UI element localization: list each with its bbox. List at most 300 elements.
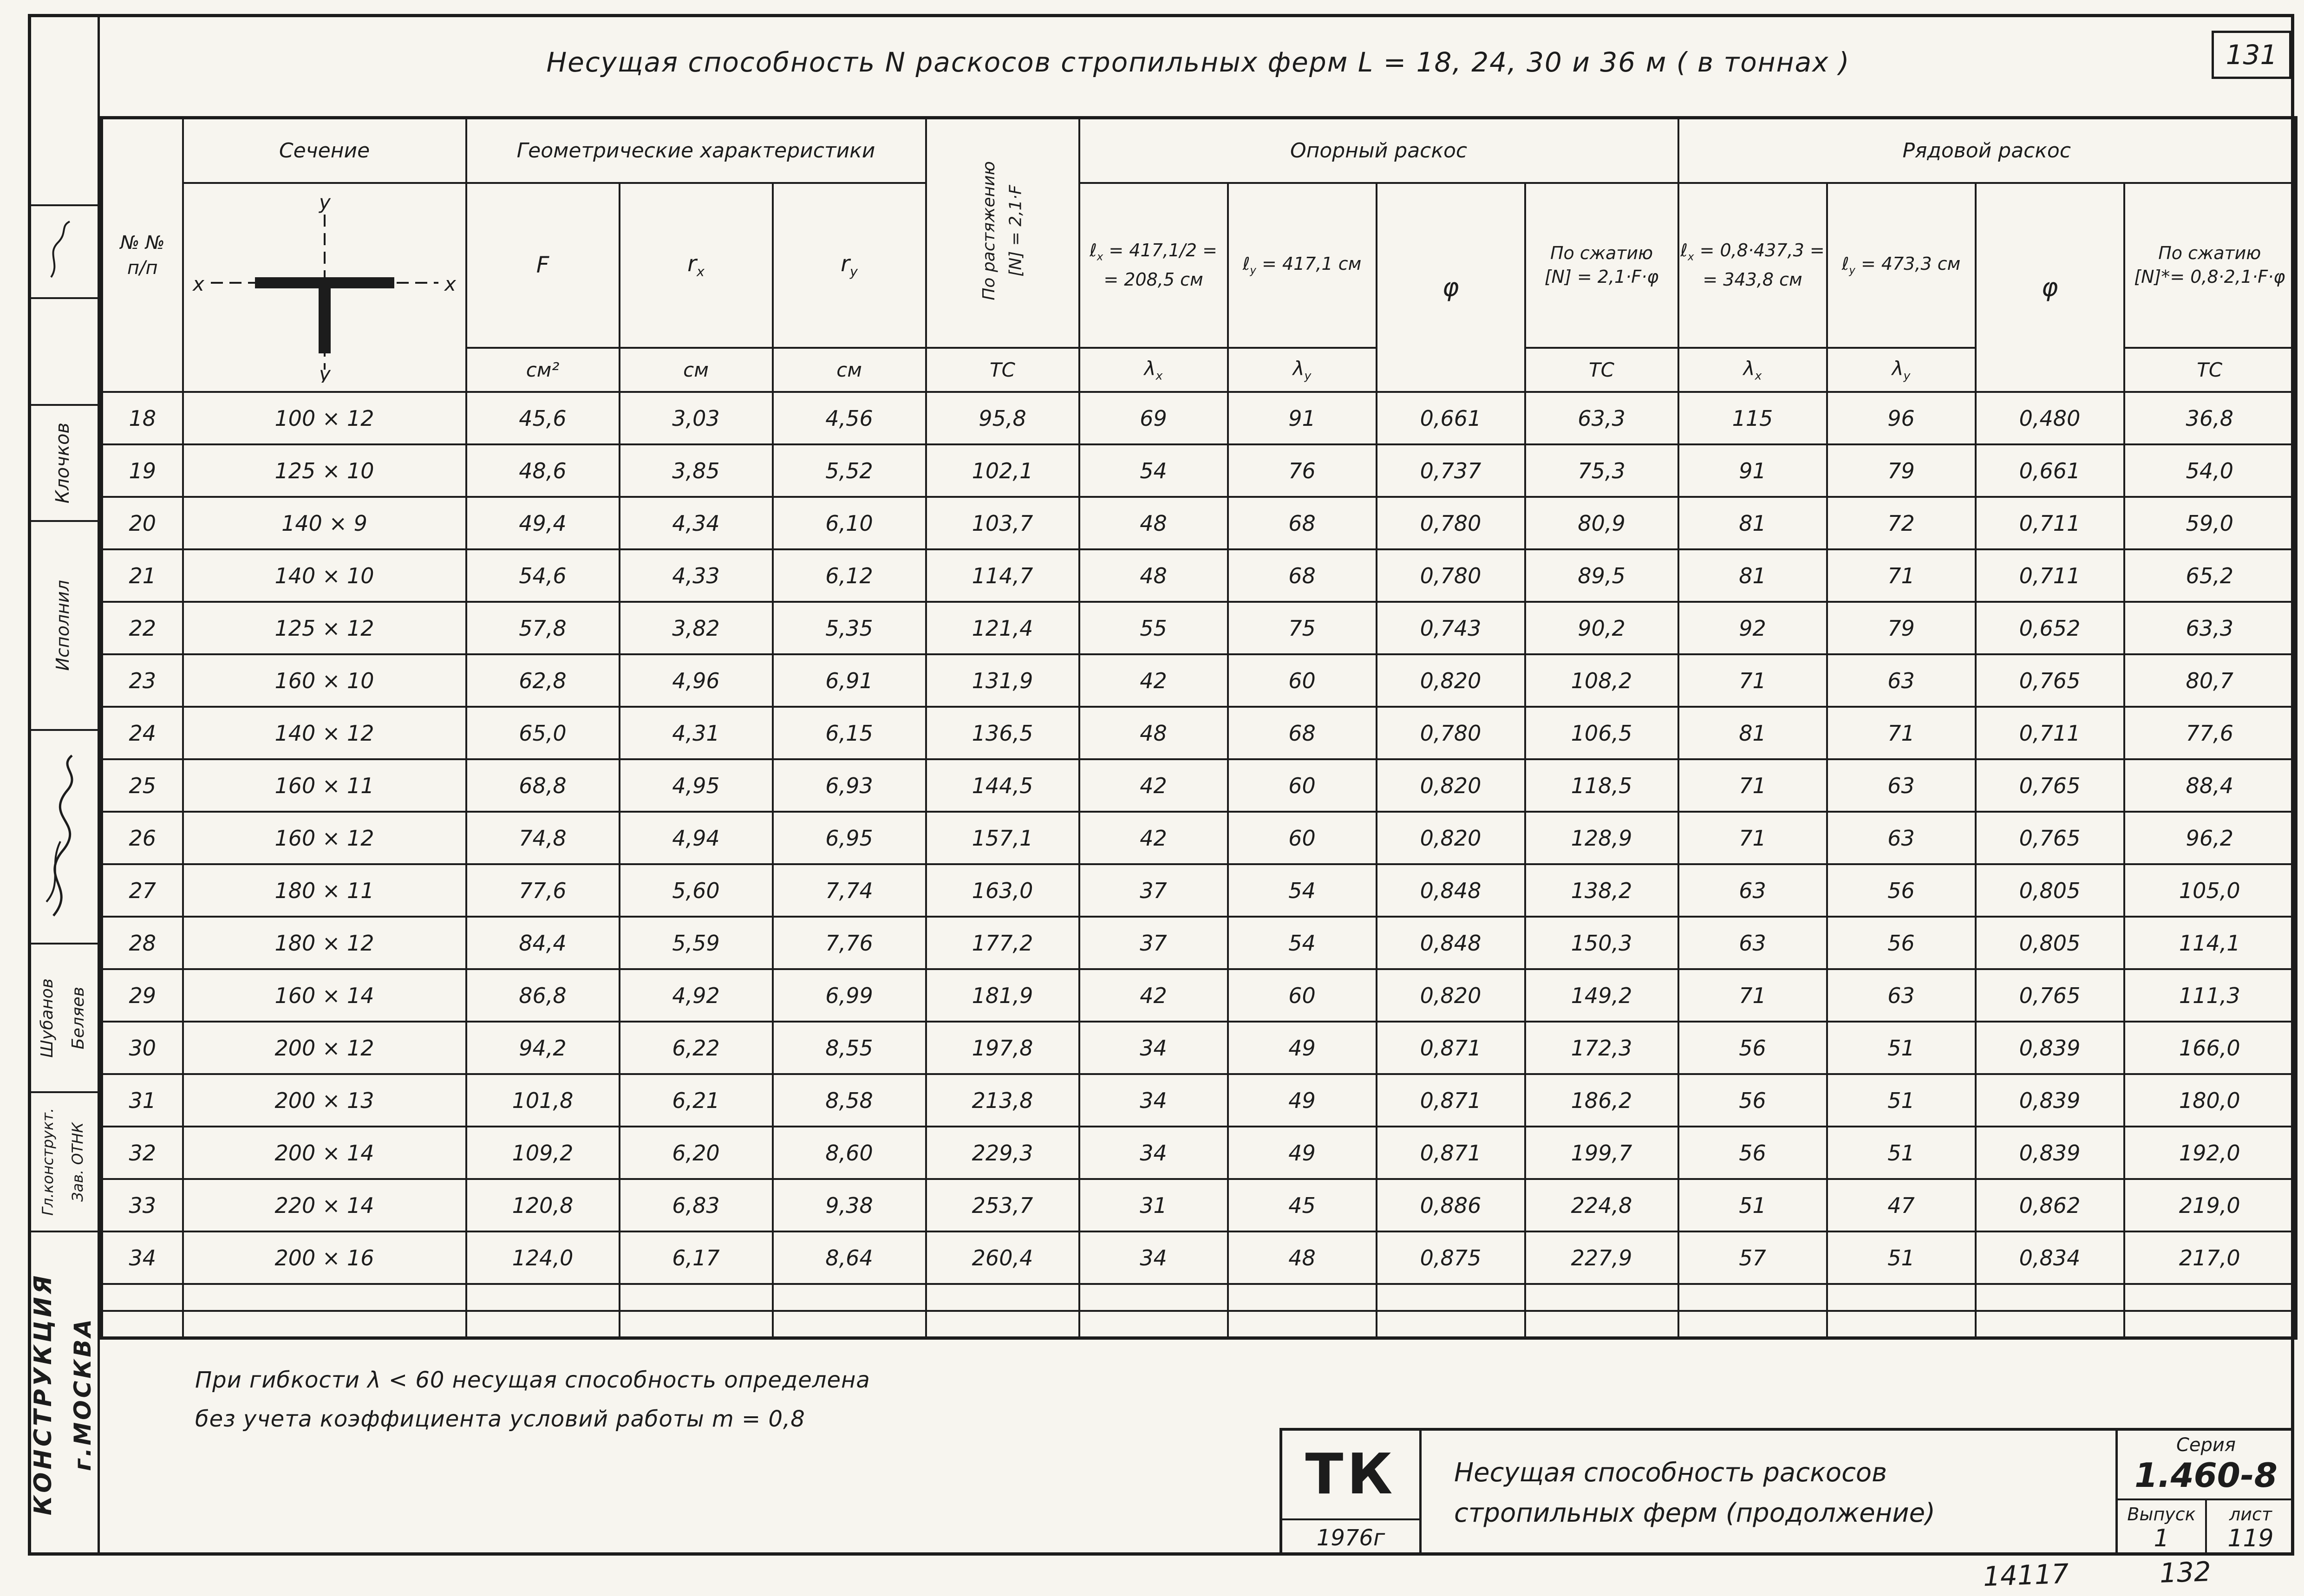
table-cell: 32 — [102, 1127, 183, 1179]
table-cell: 103,7 — [926, 497, 1079, 549]
table-cell — [466, 1311, 620, 1338]
table-cell — [102, 1311, 183, 1338]
table-cell — [2124, 1311, 2296, 1338]
table-cell: 114,7 — [926, 549, 1079, 602]
table-cell: 60 — [1228, 969, 1377, 1022]
table-cell: 227,9 — [1525, 1231, 1678, 1284]
page-number-box — [2212, 31, 2291, 79]
table-cell: 0,765 — [1976, 812, 2124, 864]
table-cell: 199,7 — [1525, 1127, 1678, 1179]
table-cell — [466, 1284, 620, 1311]
table-cell: 0,820 — [1377, 969, 1525, 1022]
sheet-cell — [2207, 1500, 2294, 1556]
table-cell: 0,711 — [1976, 549, 2124, 602]
table-cell: 253,7 — [926, 1179, 1079, 1231]
issue-value: 1 — [2154, 1524, 2169, 1552]
left-margin-column — [28, 14, 100, 1556]
executor-name-label: Клочков — [52, 422, 73, 504]
support-compression-header: По сжатию [N] = 2,1·F·φ — [1525, 183, 1678, 348]
signature-scribble-icon — [35, 749, 91, 925]
table-cell: 63 — [1678, 917, 1827, 969]
table-cell — [183, 1284, 466, 1311]
capacity-table-wrap — [100, 116, 2297, 1340]
table-cell: 49 — [1228, 1127, 1377, 1179]
table-cell: 0,661 — [1976, 444, 2124, 497]
table-cell: 71 — [1678, 969, 1827, 1022]
table-cell: 49,4 — [466, 497, 620, 549]
table-cell: 0,834 — [1976, 1231, 2124, 1284]
table-cell: 80,9 — [1525, 497, 1678, 549]
table-cell: 34 — [1079, 1074, 1228, 1127]
table-cell: 77,6 — [466, 864, 620, 917]
flexibility-note: При гибкости λ < 60 несущая способность определена без учета коэффициента условий работы m = 0,8 — [195, 1367, 870, 1432]
table-cell: 6,91 — [773, 654, 926, 707]
table-cell — [2124, 1284, 2296, 1311]
table-cell — [773, 1311, 926, 1338]
table-cell: 56 — [1678, 1127, 1827, 1179]
table-cell: 160 × 14 — [183, 969, 466, 1022]
table-cell: 0,765 — [1976, 654, 2124, 707]
role-label-1: Гл.конструкт. — [39, 1108, 57, 1216]
table-cell: 23 — [102, 654, 183, 707]
margin-executor-label-block — [28, 520, 98, 729]
table-cell: 8,64 — [773, 1231, 926, 1284]
t-section-axes-diagram — [190, 188, 459, 383]
table-cell — [926, 1284, 1079, 1311]
organization-logo-box — [1282, 1431, 1422, 1556]
margin-blocks — [28, 204, 98, 1556]
margin-empty-block — [28, 297, 98, 404]
table-cell: 49 — [1228, 1022, 1377, 1074]
table-cell: 54 — [1228, 917, 1377, 969]
table-cell: 57 — [1678, 1231, 1827, 1284]
table-cell: 6,99 — [773, 969, 926, 1022]
table-cell: 33 — [102, 1179, 183, 1231]
table-cell: 140 × 10 — [183, 549, 466, 602]
table-cell: 6,15 — [773, 707, 926, 759]
table-cell: 118,5 — [1525, 759, 1678, 812]
table-cell: 95,8 — [926, 392, 1079, 444]
table-cell: 42 — [1079, 654, 1228, 707]
sheet-title: Несущая способность N раскосов стропильных ферм L = 18, 24, 30 и 36 м ( в тоннах ) — [546, 46, 1850, 78]
table-cell: 60 — [1228, 812, 1377, 864]
table-cell: 34 — [1079, 1022, 1228, 1074]
table-cell: 163,0 — [926, 864, 1079, 917]
unit-lambda-y-ordinary: $\lambda_y$ — [1827, 348, 1976, 392]
table-cell: 9,38 — [773, 1179, 926, 1231]
unit-lambda-x-ordinary: $\lambda_x$ — [1678, 348, 1827, 392]
table-cell: 4,33 — [620, 549, 773, 602]
table-cell: 60 — [1228, 654, 1377, 707]
table-cell: 100 × 12 — [183, 392, 466, 444]
table-cell — [1228, 1284, 1377, 1311]
table-cell — [1976, 1311, 2124, 1338]
table-cell: 59,0 — [2124, 497, 2296, 549]
table-cell: 0,820 — [1377, 812, 1525, 864]
capacity-table — [100, 116, 2297, 1340]
table-cell: 140 × 9 — [183, 497, 466, 549]
table-cell — [1827, 1284, 1976, 1311]
table-cell: 81 — [1678, 707, 1827, 759]
table-row — [102, 549, 2296, 602]
table-cell: 48 — [1079, 549, 1228, 602]
table-cell: 7,74 — [773, 864, 926, 917]
col-header-row-number: № № п/п — [102, 118, 183, 392]
table-cell: 63 — [1827, 759, 1976, 812]
table-cell: 120,8 — [466, 1179, 620, 1231]
table-cell: 27 — [102, 864, 183, 917]
unit-lambda-x-support: $\lambda_x$ — [1079, 348, 1228, 392]
table-cell: 0,780 — [1377, 549, 1525, 602]
table-cell: 81 — [1678, 549, 1827, 602]
table-cell: 65,2 — [2124, 549, 2296, 602]
tk-logo: ТК — [1305, 1442, 1397, 1507]
table-cell: 0,765 — [1976, 759, 2124, 812]
table-row — [102, 654, 2296, 707]
table-cell: 69 — [1079, 392, 1228, 444]
col-header-ordinary-diagonal: Рядовой раскос — [1678, 118, 2296, 183]
table-cell: 0,862 — [1976, 1179, 2124, 1231]
table-cell: 56 — [1827, 864, 1976, 917]
issue-cell — [2118, 1500, 2207, 1556]
table-cell: 71 — [1827, 549, 1976, 602]
table-cell: 45 — [1228, 1179, 1377, 1231]
table-row — [102, 812, 2296, 864]
table-row — [102, 1074, 2296, 1127]
table-cell — [1525, 1284, 1678, 1311]
table-cell: 125 × 10 — [183, 444, 466, 497]
table-cell: 197,8 — [926, 1022, 1079, 1074]
table-cell: 0,765 — [1976, 969, 2124, 1022]
table-cell: 160 × 10 — [183, 654, 466, 707]
table-cell: 180 × 11 — [183, 864, 466, 917]
footer-number-right: 132 — [2159, 1556, 2212, 1589]
table-body — [102, 392, 2296, 1338]
footer-number-left: 14117 — [1982, 1557, 2069, 1593]
role-label-2: Зав. ОТНК — [69, 1122, 86, 1202]
table-cell: 6,95 — [773, 812, 926, 864]
table-cell: 63 — [1678, 864, 1827, 917]
table-cell: 54 — [1079, 444, 1228, 497]
col-header-radius-y: $r_y$ — [773, 183, 926, 348]
axis-label-x-left: x — [192, 273, 204, 296]
table-cell: 220 × 14 — [183, 1179, 466, 1231]
table-cell: 7,76 — [773, 917, 926, 969]
table-cell: 177,2 — [926, 917, 1079, 969]
table-row — [102, 497, 2296, 549]
table-cell: 106,5 — [1525, 707, 1678, 759]
table-cell: 213,8 — [926, 1074, 1079, 1127]
table-cell: 30 — [102, 1022, 183, 1074]
table-cell: 79 — [1827, 602, 1976, 654]
table-cell: 0,839 — [1976, 1127, 2124, 1179]
table-cell: 71 — [1678, 654, 1827, 707]
table-cell: 180 × 12 — [183, 917, 466, 969]
table-cell: 0,780 — [1377, 497, 1525, 549]
table-cell — [102, 1284, 183, 1311]
table-cell: 56 — [1827, 917, 1976, 969]
table-row — [102, 1022, 2296, 1074]
table-cell: 55 — [1079, 602, 1228, 654]
table-cell: 192,0 — [2124, 1127, 2296, 1179]
table-cell: 94,2 — [466, 1022, 620, 1074]
table-cell: 219,0 — [2124, 1179, 2296, 1231]
table-row — [102, 864, 2296, 917]
table-cell: 0,805 — [1976, 917, 2124, 969]
table-cell: 68 — [1228, 707, 1377, 759]
table-cell: 0,780 — [1377, 707, 1525, 759]
document-title: Несущая способность раскосов стропильных ферм (продолжение) — [1454, 1457, 1935, 1528]
table-cell: 96 — [1827, 392, 1976, 444]
table-cell — [773, 1284, 926, 1311]
table-cell: 0,711 — [1976, 497, 2124, 549]
table-cell: 56 — [1678, 1022, 1827, 1074]
table-cell: 63 — [1827, 654, 1976, 707]
page-number: 131 — [2226, 39, 2278, 71]
table-cell — [1079, 1311, 1228, 1338]
table-cell: 62,8 — [466, 654, 620, 707]
table-cell: 25 — [102, 759, 183, 812]
table-head — [102, 118, 2296, 392]
section-diagram-cell — [183, 183, 466, 392]
axis-label-y-bottom: y — [319, 363, 331, 383]
table-cell: 4,92 — [620, 969, 773, 1022]
margin-executor-name-block — [28, 404, 98, 520]
table-cell: 65,0 — [466, 707, 620, 759]
table-cell: 47 — [1827, 1179, 1976, 1231]
table-cell: 4,31 — [620, 707, 773, 759]
table-cell: 75 — [1228, 602, 1377, 654]
table-cell: 105,0 — [2124, 864, 2296, 917]
table-cell: 224,8 — [1525, 1179, 1678, 1231]
table-cell: 92 — [1678, 602, 1827, 654]
table-cell: 181,9 — [926, 969, 1079, 1022]
table-cell: 77,6 — [2124, 707, 2296, 759]
table-cell: 136,5 — [926, 707, 1079, 759]
table-cell: 48 — [1228, 1231, 1377, 1284]
table-cell: 48,6 — [466, 444, 620, 497]
table-cell: 34 — [102, 1231, 183, 1284]
table-cell: 115 — [1678, 392, 1827, 444]
sheet-value: 119 — [2227, 1524, 2274, 1552]
table-cell: 5,59 — [620, 917, 773, 969]
table-cell: 89,5 — [1525, 549, 1678, 602]
table-cell: 8,58 — [773, 1074, 926, 1127]
table-cell: 56 — [1678, 1074, 1827, 1127]
ordinary-phi-header: φ — [1976, 183, 2124, 392]
table-cell: 200 × 12 — [183, 1022, 466, 1074]
table-cell: 0,839 — [1976, 1074, 2124, 1127]
table-cell: 79 — [1827, 444, 1976, 497]
series-value: 1.460-8 — [2134, 1456, 2278, 1495]
table-cell — [620, 1311, 773, 1338]
table-cell: 200 × 13 — [183, 1074, 466, 1127]
margin-signature-block — [28, 729, 98, 943]
table-cell — [620, 1284, 773, 1311]
table-cell: 34 — [1079, 1231, 1228, 1284]
table-cell: 31 — [102, 1074, 183, 1127]
unit-radius-y: см — [773, 348, 926, 392]
table-cell: 51 — [1827, 1074, 1976, 1127]
table-cell: 125 × 12 — [183, 602, 466, 654]
table-cell: 26 — [102, 812, 183, 864]
table-cell: 60 — [1228, 759, 1377, 812]
col-header-radius-x: $r_x$ — [620, 183, 773, 348]
table-cell: 4,56 — [773, 392, 926, 444]
table-cell: 34 — [1079, 1127, 1228, 1179]
table-cell: 0,661 — [1377, 392, 1525, 444]
table-cell: 0,871 — [1377, 1127, 1525, 1179]
unit-compression-ordinary: ТС — [2124, 348, 2296, 392]
table-cell: 6,93 — [773, 759, 926, 812]
table-cell: 37 — [1079, 864, 1228, 917]
ordinary-length-y-header: ℓ$_y$ = 473,3 см — [1827, 183, 1976, 348]
table-row — [102, 444, 2296, 497]
table-row — [102, 1231, 2296, 1284]
table-row — [102, 759, 2296, 812]
table-cell: 63,3 — [2124, 602, 2296, 654]
table-cell: 217,0 — [2124, 1231, 2296, 1284]
table-cell: 160 × 12 — [183, 812, 466, 864]
table-cell: 51 — [1827, 1127, 1976, 1179]
table-cell: 48 — [1079, 707, 1228, 759]
table-cell: 0,480 — [1976, 392, 2124, 444]
table-cell: 0,652 — [1976, 602, 2124, 654]
support-phi-header: φ — [1377, 183, 1525, 392]
table-cell: 0,743 — [1377, 602, 1525, 654]
support-length-x-header: ℓ$_x$ = 417,1/2 = = 208,5 см — [1079, 183, 1228, 348]
support-length-y-header: ℓ$_y$ = 417,1 см — [1228, 183, 1377, 348]
table-cell — [1976, 1284, 2124, 1311]
table-cell: 3,85 — [620, 444, 773, 497]
table-cell: 4,95 — [620, 759, 773, 812]
unit-area: см² — [466, 348, 620, 392]
sheet-label: лист — [2229, 1504, 2272, 1524]
table-cell: 21 — [102, 549, 183, 602]
table-cell: 49 — [1228, 1074, 1377, 1127]
table-cell: 121,4 — [926, 602, 1079, 654]
table-cell: 138,2 — [1525, 864, 1678, 917]
col-header-tension — [926, 118, 1079, 348]
table-cell: 72 — [1827, 497, 1976, 549]
organization-name: КОНСТРУКЦИЯ — [29, 1272, 57, 1516]
table-cell: 71 — [1678, 812, 1827, 864]
table-cell: 0,711 — [1976, 707, 2124, 759]
table-cell: 160 × 11 — [183, 759, 466, 812]
table-cell: 71 — [1678, 759, 1827, 812]
table-cell: 51 — [1678, 1179, 1827, 1231]
table-cell: 140 × 12 — [183, 707, 466, 759]
table-cell: 0,871 — [1377, 1074, 1525, 1127]
table-cell: 63,3 — [1525, 392, 1678, 444]
table-cell: 24 — [102, 707, 183, 759]
table-cell: 229,3 — [926, 1127, 1079, 1179]
table-cell: 172,3 — [1525, 1022, 1678, 1074]
table-cell: 6,21 — [620, 1074, 773, 1127]
table-row — [102, 917, 2296, 969]
table-cell: 20 — [102, 497, 183, 549]
organization-city: г.МОСКВА — [69, 1317, 96, 1471]
table-cell: 149,2 — [1525, 969, 1678, 1022]
table-cell: 48 — [1079, 497, 1228, 549]
table-cell: 131,9 — [926, 654, 1079, 707]
table-cell: 5,52 — [773, 444, 926, 497]
table-cell: 28 — [102, 917, 183, 969]
table-cell: 18 — [102, 392, 183, 444]
table-row — [102, 392, 2296, 444]
table-cell: 74,8 — [466, 812, 620, 864]
col-header-section: Сечение — [183, 118, 466, 183]
table-cell: 91 — [1228, 392, 1377, 444]
table-cell: 6,22 — [620, 1022, 773, 1074]
table-cell — [1377, 1284, 1525, 1311]
table-cell: 0,848 — [1377, 917, 1525, 969]
scribble-mark-icon — [42, 217, 84, 287]
table-row — [102, 707, 2296, 759]
table-cell: 36,8 — [2124, 392, 2296, 444]
table-cell: 37 — [1079, 917, 1228, 969]
table-cell: 4,34 — [620, 497, 773, 549]
axis-label-y-top: y — [319, 191, 331, 214]
table-cell: 0,871 — [1377, 1022, 1525, 1074]
table-cell: 186,2 — [1525, 1074, 1678, 1127]
table-cell: 0,805 — [1976, 864, 2124, 917]
approver-name-1: Шубанов — [38, 978, 57, 1058]
table-cell: 54,6 — [466, 549, 620, 602]
issue-sheet-row — [2118, 1500, 2294, 1556]
table-cell: 51 — [1827, 1022, 1976, 1074]
table-cell: 124,0 — [466, 1231, 620, 1284]
table-cell: 3,82 — [620, 602, 773, 654]
table-cell: 6,17 — [620, 1231, 773, 1284]
approver-name-2: Беляев — [69, 986, 88, 1049]
table-cell: 6,20 — [620, 1127, 773, 1179]
table-cell: 0,875 — [1377, 1231, 1525, 1284]
table-cell: 68 — [1228, 549, 1377, 602]
table-cell: 54,0 — [2124, 444, 2296, 497]
tension-header-text: По растяжению [N] = 2,1·F — [979, 161, 1025, 300]
table-row — [102, 1284, 2296, 1311]
table-cell — [1678, 1311, 1827, 1338]
table-cell: 101,8 — [466, 1074, 620, 1127]
unit-compression-support: ТС — [1525, 348, 1678, 392]
table-cell: 128,9 — [1525, 812, 1678, 864]
ordinary-compression-header: По сжатию [N]*= 0,8·2,1·F·φ — [2124, 183, 2296, 348]
margin-names-block — [28, 943, 98, 1091]
ordinary-length-x-header: ℓ$_x$ = 0,8·437,3 = = 343,8 см — [1678, 183, 1827, 348]
table-cell: 42 — [1079, 969, 1228, 1022]
table-cell: 96,2 — [2124, 812, 2296, 864]
table-cell: 6,10 — [773, 497, 926, 549]
table-cell: 71 — [1827, 707, 1976, 759]
series-sheet-box — [2115, 1431, 2294, 1556]
table-cell: 0,820 — [1377, 759, 1525, 812]
col-header-geometry: Геометрические характеристики — [466, 118, 926, 183]
table-cell: 8,60 — [773, 1127, 926, 1179]
col-header-support-diagonal: Опорный раскос — [1079, 118, 1678, 183]
table-cell: 3,03 — [620, 392, 773, 444]
table-cell: 68,8 — [466, 759, 620, 812]
col-header-area-F: F — [466, 183, 620, 348]
table-row — [102, 1311, 2296, 1338]
series-label: Серия — [2176, 1434, 2236, 1456]
table-cell: 90,2 — [1525, 602, 1678, 654]
table-cell: 0,737 — [1377, 444, 1525, 497]
table-cell: 63 — [1827, 969, 1976, 1022]
table-cell: 108,2 — [1525, 654, 1678, 707]
table-cell: 63 — [1827, 812, 1976, 864]
unit-lambda-y-support: $\lambda_y$ — [1228, 348, 1377, 392]
